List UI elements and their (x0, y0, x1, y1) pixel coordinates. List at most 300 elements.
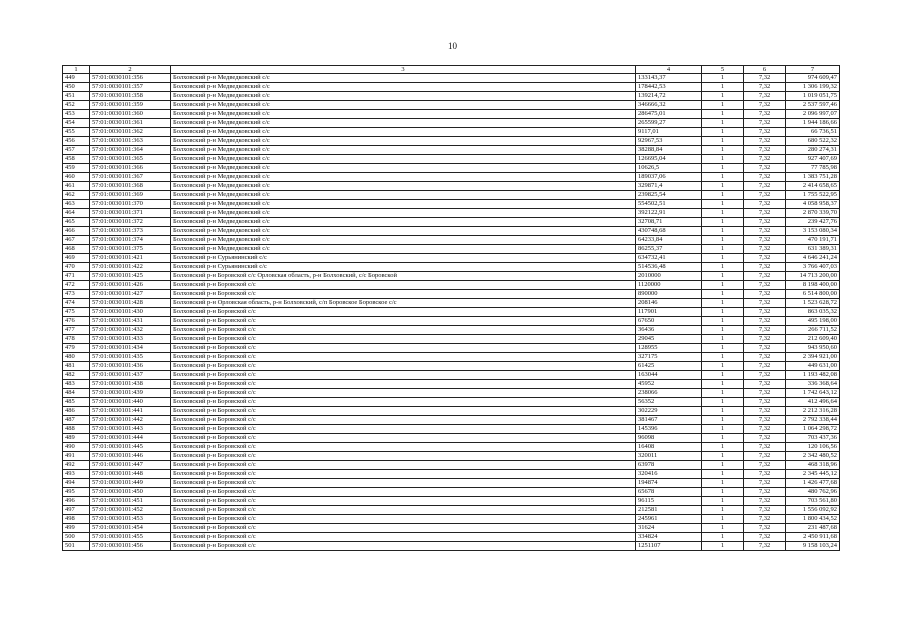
rate-cell: 7,32 (744, 83, 786, 92)
row-number-cell: 496 (63, 497, 90, 506)
value-cell: 2 870 339,70 (786, 209, 840, 218)
area-cell: 163044 (636, 371, 702, 380)
row-number-cell: 471 (63, 272, 90, 281)
location-cell: Болховский р-н Медведковский с/с (171, 74, 636, 83)
rate-cell: 7,32 (744, 353, 786, 362)
table-row (63, 146, 840, 155)
cadastral-number-cell: 57:01:0030101:371 (90, 209, 171, 218)
row-number-cell: 469 (63, 254, 90, 263)
rate-cell: 7,32 (744, 281, 786, 290)
value-cell: 77 785,98 (786, 164, 840, 173)
cadastral-number-cell: 57:01:0030101:361 (90, 119, 171, 128)
coefficient-cell: 1 (702, 533, 744, 542)
location-cell: Болховский р-н Орловская область, р-н Болховский, с/п Боровское Боровское с/с (171, 299, 636, 308)
rate-cell: 7,32 (744, 218, 786, 227)
location-cell: Болховский р-н Боровской с/с (171, 443, 636, 452)
table-row (63, 245, 840, 254)
area-cell: 208146 (636, 299, 702, 308)
area-cell: 96115 (636, 497, 702, 506)
rate-cell: 7,32 (744, 74, 786, 83)
row-number-cell: 499 (63, 524, 90, 533)
location-cell: Болховский р-н Боровской с/с (171, 434, 636, 443)
location-cell: Болховский р-н Медведковский с/с (171, 119, 636, 128)
value-cell: 1 742 643,12 (786, 389, 840, 398)
coefficient-cell: 1 (702, 155, 744, 164)
row-number-cell: 493 (63, 470, 90, 479)
coefficient-cell: 1 (702, 245, 744, 254)
coefficient-cell: 1 (702, 191, 744, 200)
table-row (63, 389, 840, 398)
table-row (63, 371, 840, 380)
location-cell: Болховский р-н Медведковский с/с (171, 245, 636, 254)
coefficient-cell: 1 (702, 308, 744, 317)
value-cell: 6 514 800,00 (786, 290, 840, 299)
rate-cell: 7,32 (744, 488, 786, 497)
table-row (63, 317, 840, 326)
cadastral-number-cell: 57:01:0030101:426 (90, 281, 171, 290)
row-number-cell: 483 (63, 380, 90, 389)
cadastral-number-cell: 57:01:0030101:425 (90, 272, 171, 281)
cadastral-number-cell: 57:01:0030101:454 (90, 524, 171, 533)
value-cell: 1 064 298,72 (786, 425, 840, 434)
rate-cell: 7,32 (744, 470, 786, 479)
table-row (63, 479, 840, 488)
cadastral-number-cell: 57:01:0030101:447 (90, 461, 171, 470)
coefficient-cell: 1 (702, 389, 744, 398)
value-cell: 8 198 400,00 (786, 281, 840, 290)
cadastral-number-cell: 57:01:0030101:422 (90, 263, 171, 272)
land-parcel-table (62, 65, 840, 551)
cadastral-number-cell: 57:01:0030101:358 (90, 92, 171, 101)
area-cell: 1251107 (636, 542, 702, 551)
coefficient-cell: 1 (702, 371, 744, 380)
area-cell: 634732,41 (636, 254, 702, 263)
coefficient-cell: 1 (702, 344, 744, 353)
table-row (63, 326, 840, 335)
rate-cell: 7,32 (744, 344, 786, 353)
rate-cell: 7,32 (744, 425, 786, 434)
row-number-cell: 479 (63, 344, 90, 353)
row-number-cell: 497 (63, 506, 90, 515)
cadastral-number-cell: 57:01:0030101:445 (90, 443, 171, 452)
cadastral-number-cell: 57:01:0030101:360 (90, 110, 171, 119)
coefficient-cell: 1 (702, 110, 744, 119)
location-cell: Болховский р-н Боровской с/с (171, 461, 636, 470)
table-row (63, 281, 840, 290)
rate-cell: 7,32 (744, 524, 786, 533)
location-cell: Болховский р-н Боровской с/с (171, 290, 636, 299)
area-cell: 1120000 (636, 281, 702, 290)
coefficient-cell: 1 (702, 362, 744, 371)
location-cell: Болховский р-н Медведковский с/с (171, 110, 636, 119)
value-cell: 2 212 316,28 (786, 407, 840, 416)
location-cell: Болховский р-н Боровской с/с (171, 542, 636, 551)
value-cell: 1 755 522,95 (786, 191, 840, 200)
row-number-cell: 484 (63, 389, 90, 398)
coefficient-cell: 1 (702, 290, 744, 299)
value-cell: 1 306 199,32 (786, 83, 840, 92)
value-cell: 1 800 434,52 (786, 515, 840, 524)
cadastral-number-cell: 57:01:0030101:373 (90, 227, 171, 236)
row-number-cell: 501 (63, 542, 90, 551)
coefficient-cell: 1 (702, 335, 744, 344)
location-cell: Болховский р-н Боровской с/с (171, 389, 636, 398)
cadastral-number-cell: 57:01:0030101:366 (90, 164, 171, 173)
rate-cell: 7,32 (744, 326, 786, 335)
location-cell: Болховский р-н Боровской с/с (171, 353, 636, 362)
location-cell: Болховский р-н Медведковский с/с (171, 92, 636, 101)
location-cell: Болховский р-н Боровской с/с (171, 317, 636, 326)
coefficient-cell: 1 (702, 407, 744, 416)
coefficient-cell: 1 (702, 137, 744, 146)
value-cell: 480 762,96 (786, 488, 840, 497)
area-cell: 334824 (636, 533, 702, 542)
area-cell: 302229 (636, 407, 702, 416)
row-number-cell: 463 (63, 200, 90, 209)
coefficient-cell: 1 (702, 182, 744, 191)
column-number: 2 (90, 66, 171, 74)
row-number-cell: 500 (63, 533, 90, 542)
location-cell: Болховский р-н Медведковский с/с (171, 128, 636, 137)
table-row (63, 443, 840, 452)
area-cell: 2010000 (636, 272, 702, 281)
rate-cell: 7,32 (744, 110, 786, 119)
value-cell: 3 153 080,34 (786, 227, 840, 236)
area-cell: 67650 (636, 317, 702, 326)
cadastral-number-cell: 57:01:0030101:374 (90, 236, 171, 245)
coefficient-cell: 1 (702, 272, 744, 281)
table-row (63, 101, 840, 110)
rate-cell: 7,32 (744, 389, 786, 398)
location-cell: Болховский р-н Медведковский с/с (171, 155, 636, 164)
table-row (63, 425, 840, 434)
location-cell: Болховский р-н Медведковский с/с (171, 227, 636, 236)
area-cell: 32708,71 (636, 218, 702, 227)
rate-cell: 7,32 (744, 299, 786, 308)
table-row (63, 128, 840, 137)
table-row (63, 461, 840, 470)
table-row (63, 353, 840, 362)
rate-cell: 7,32 (744, 533, 786, 542)
table-row (63, 182, 840, 191)
table-row (63, 299, 840, 308)
coefficient-cell: 1 (702, 254, 744, 263)
location-cell: Болховский р-н Медведковский с/с (171, 191, 636, 200)
rate-cell: 7,32 (744, 317, 786, 326)
cadastral-number-cell: 57:01:0030101:359 (90, 101, 171, 110)
area-cell: 38288,84 (636, 146, 702, 155)
location-cell: Болховский р-н Боровской с/с (171, 425, 636, 434)
table-row (63, 272, 840, 281)
area-cell: 10626,5 (636, 164, 702, 173)
rate-cell: 7,32 (744, 173, 786, 182)
area-cell: 286475,01 (636, 110, 702, 119)
cadastral-number-cell: 57:01:0030101:357 (90, 83, 171, 92)
row-number-cell: 491 (63, 452, 90, 461)
table-row (63, 227, 840, 236)
value-cell: 2 096 997,07 (786, 110, 840, 119)
rate-cell: 7,32 (744, 506, 786, 515)
cadastral-number-cell: 57:01:0030101:432 (90, 326, 171, 335)
coefficient-cell: 1 (702, 506, 744, 515)
row-number-cell: 492 (63, 461, 90, 470)
value-cell: 3 766 407,03 (786, 263, 840, 272)
coefficient-cell: 1 (702, 101, 744, 110)
row-number-cell: 466 (63, 227, 90, 236)
page-number: 10 (448, 41, 457, 51)
area-cell: 346666,32 (636, 101, 702, 110)
coefficient-cell: 1 (702, 281, 744, 290)
column-number: 6 (744, 66, 786, 74)
area-cell: 212581 (636, 506, 702, 515)
cadastral-number-cell: 57:01:0030101:440 (90, 398, 171, 407)
row-number-cell: 450 (63, 83, 90, 92)
cadastral-number-cell: 57:01:0030101:433 (90, 335, 171, 344)
location-cell: Болховский р-н Медведковский с/с (171, 182, 636, 191)
value-cell: 703 437,36 (786, 434, 840, 443)
rate-cell: 7,32 (744, 380, 786, 389)
rate-cell: 7,32 (744, 497, 786, 506)
value-cell: 703 561,80 (786, 497, 840, 506)
rate-cell: 7,32 (744, 290, 786, 299)
rate-cell: 7,32 (744, 416, 786, 425)
table-row (63, 470, 840, 479)
value-cell: 239 427,76 (786, 218, 840, 227)
coefficient-cell: 1 (702, 317, 744, 326)
table-row (63, 92, 840, 101)
area-cell: 194874 (636, 479, 702, 488)
area-cell: 178442,53 (636, 83, 702, 92)
row-number-cell: 458 (63, 155, 90, 164)
table-row (63, 173, 840, 182)
row-number-cell: 473 (63, 290, 90, 299)
area-cell: 9117,01 (636, 128, 702, 137)
coefficient-cell: 1 (702, 128, 744, 137)
cadastral-number-cell: 57:01:0030101:437 (90, 371, 171, 380)
cadastral-number-cell: 57:01:0030101:368 (90, 182, 171, 191)
coefficient-cell: 1 (702, 83, 744, 92)
row-number-cell: 489 (63, 434, 90, 443)
rate-cell: 7,32 (744, 515, 786, 524)
area-cell: 514536,48 (636, 263, 702, 272)
cadastral-number-cell: 57:01:0030101:364 (90, 146, 171, 155)
value-cell: 336 368,64 (786, 380, 840, 389)
location-cell: Болховский р-н Сурьянинский с/с (171, 263, 636, 272)
area-cell: 128955 (636, 344, 702, 353)
cadastral-number-cell: 57:01:0030101:365 (90, 155, 171, 164)
location-cell: Болховский р-н Боровской с/с (171, 380, 636, 389)
location-cell: Болховский р-н Медведковский с/с (171, 101, 636, 110)
rate-cell: 7,32 (744, 263, 786, 272)
cadastral-number-cell: 57:01:0030101:452 (90, 506, 171, 515)
table-row (63, 506, 840, 515)
table-row (63, 407, 840, 416)
value-cell: 280 274,31 (786, 146, 840, 155)
rate-cell: 7,32 (744, 434, 786, 443)
cadastral-number-cell: 57:01:0030101:439 (90, 389, 171, 398)
value-cell: 1 944 186,66 (786, 119, 840, 128)
location-cell: Болховский р-н Боровской с/с (171, 344, 636, 353)
cadastral-number-cell: 57:01:0030101:362 (90, 128, 171, 137)
row-number-cell: 490 (63, 443, 90, 452)
coefficient-cell: 1 (702, 173, 744, 182)
value-cell: 231 487,68 (786, 524, 840, 533)
location-cell: Болховский р-н Боровской с/с (171, 497, 636, 506)
cadastral-number-cell: 57:01:0030101:453 (90, 515, 171, 524)
row-number-cell: 478 (63, 335, 90, 344)
coefficient-cell: 1 (702, 452, 744, 461)
table-row (63, 380, 840, 389)
value-cell: 1 426 477,68 (786, 479, 840, 488)
cadastral-number-cell: 57:01:0030101:451 (90, 497, 171, 506)
value-cell: 2 792 338,44 (786, 416, 840, 425)
location-cell: Болховский р-н Боровской с/с (171, 470, 636, 479)
cadastral-number-cell: 57:01:0030101:444 (90, 434, 171, 443)
rate-cell: 7,32 (744, 137, 786, 146)
area-cell: 86255,37 (636, 245, 702, 254)
area-cell: 117901 (636, 308, 702, 317)
table-row (63, 308, 840, 317)
area-cell: 381467 (636, 416, 702, 425)
cadastral-number-cell: 57:01:0030101:430 (90, 308, 171, 317)
value-cell: 266 711,52 (786, 326, 840, 335)
area-cell: 327175 (636, 353, 702, 362)
location-cell: Болховский р-н Боровской с/с (171, 398, 636, 407)
rate-cell: 7,32 (744, 128, 786, 137)
coefficient-cell: 1 (702, 434, 744, 443)
column-number-row (63, 66, 840, 74)
area-cell: 139214,72 (636, 92, 702, 101)
coefficient-cell: 1 (702, 470, 744, 479)
area-cell: 31624 (636, 524, 702, 533)
area-cell: 63978 (636, 461, 702, 470)
table-row (63, 398, 840, 407)
row-number-cell: 460 (63, 173, 90, 182)
area-cell: 265599,27 (636, 119, 702, 128)
row-number-cell: 452 (63, 101, 90, 110)
table-row (63, 200, 840, 209)
location-cell: Болховский р-н Медведковский с/с (171, 218, 636, 227)
cadastral-number-cell: 57:01:0030101:369 (90, 191, 171, 200)
rate-cell: 7,32 (744, 101, 786, 110)
table-row (63, 452, 840, 461)
location-cell: Болховский р-н Медведковский с/с (171, 164, 636, 173)
cadastral-number-cell: 57:01:0030101:428 (90, 299, 171, 308)
table-row (63, 137, 840, 146)
location-cell: Болховский р-н Боровской с/с (171, 488, 636, 497)
cadastral-number-cell: 57:01:0030101:442 (90, 416, 171, 425)
value-cell: 4 646 241,24 (786, 254, 840, 263)
row-number-cell: 475 (63, 308, 90, 317)
value-cell: 9 158 103,24 (786, 542, 840, 551)
table-row (63, 164, 840, 173)
value-cell: 1 523 628,72 (786, 299, 840, 308)
table-row (63, 362, 840, 371)
row-number-cell: 495 (63, 488, 90, 497)
area-cell: 245961 (636, 515, 702, 524)
cadastral-number-cell: 57:01:0030101:370 (90, 200, 171, 209)
rate-cell: 7,32 (744, 146, 786, 155)
coefficient-cell: 1 (702, 461, 744, 470)
coefficient-cell: 1 (702, 515, 744, 524)
rate-cell: 7,32 (744, 182, 786, 191)
cadastral-number-cell: 57:01:0030101:455 (90, 533, 171, 542)
table-row (63, 119, 840, 128)
row-number-cell: 477 (63, 326, 90, 335)
location-cell: Болховский р-н Боровской с/с (171, 416, 636, 425)
location-cell: Болховский р-н Боровской с/с (171, 371, 636, 380)
row-number-cell: 464 (63, 209, 90, 218)
coefficient-cell: 1 (702, 209, 744, 218)
row-number-cell: 476 (63, 317, 90, 326)
column-number: 4 (636, 66, 702, 74)
rate-cell: 7,32 (744, 92, 786, 101)
cadastral-number-cell: 57:01:0030101:446 (90, 452, 171, 461)
cadastral-number-cell: 57:01:0030101:441 (90, 407, 171, 416)
table-row (63, 524, 840, 533)
row-number-cell: 456 (63, 137, 90, 146)
location-cell: Болховский р-н Боровской с/с (171, 524, 636, 533)
table-row (63, 515, 840, 524)
value-cell: 66 736,51 (786, 128, 840, 137)
cadastral-number-cell: 57:01:0030101:438 (90, 380, 171, 389)
location-cell: Болховский р-н Медведковский с/с (171, 209, 636, 218)
row-number-cell: 451 (63, 92, 90, 101)
rate-cell: 7,32 (744, 443, 786, 452)
value-cell: 4 058 958,37 (786, 200, 840, 209)
row-number-cell: 487 (63, 416, 90, 425)
row-number-cell: 480 (63, 353, 90, 362)
value-cell: 863 035,32 (786, 308, 840, 317)
coefficient-cell: 1 (702, 488, 744, 497)
value-cell: 1 556 092,92 (786, 506, 840, 515)
value-cell: 14 713 200,00 (786, 272, 840, 281)
value-cell: 943 950,60 (786, 344, 840, 353)
coefficient-cell: 1 (702, 263, 744, 272)
area-cell: 145396 (636, 425, 702, 434)
value-cell: 470 191,71 (786, 236, 840, 245)
coefficient-cell: 1 (702, 524, 744, 533)
area-cell: 133143,37 (636, 74, 702, 83)
rate-cell: 7,32 (744, 272, 786, 281)
coefficient-cell: 1 (702, 497, 744, 506)
area-cell: 329871,4 (636, 182, 702, 191)
coefficient-cell: 1 (702, 380, 744, 389)
value-cell: 1 019 051,75 (786, 92, 840, 101)
column-number: 3 (171, 66, 636, 74)
row-number-cell: 472 (63, 281, 90, 290)
cadastral-number-cell: 57:01:0030101:448 (90, 470, 171, 479)
rate-cell: 7,32 (744, 398, 786, 407)
coefficient-cell: 1 (702, 74, 744, 83)
area-cell: 45952 (636, 380, 702, 389)
coefficient-cell: 1 (702, 443, 744, 452)
area-cell: 392122,91 (636, 209, 702, 218)
row-number-cell: 488 (63, 425, 90, 434)
cadastral-number-cell: 57:01:0030101:443 (90, 425, 171, 434)
row-number-cell: 461 (63, 182, 90, 191)
location-cell: Болховский р-н Боровской с/с (171, 452, 636, 461)
row-number-cell: 482 (63, 371, 90, 380)
coefficient-cell: 1 (702, 218, 744, 227)
area-cell: 96098 (636, 434, 702, 443)
table-row (63, 218, 840, 227)
location-cell: Болховский р-н Медведковский с/с (171, 200, 636, 209)
coefficient-cell: 1 (702, 164, 744, 173)
area-cell: 56352 (636, 398, 702, 407)
area-cell: 29045 (636, 335, 702, 344)
area-cell: 92967,53 (636, 137, 702, 146)
